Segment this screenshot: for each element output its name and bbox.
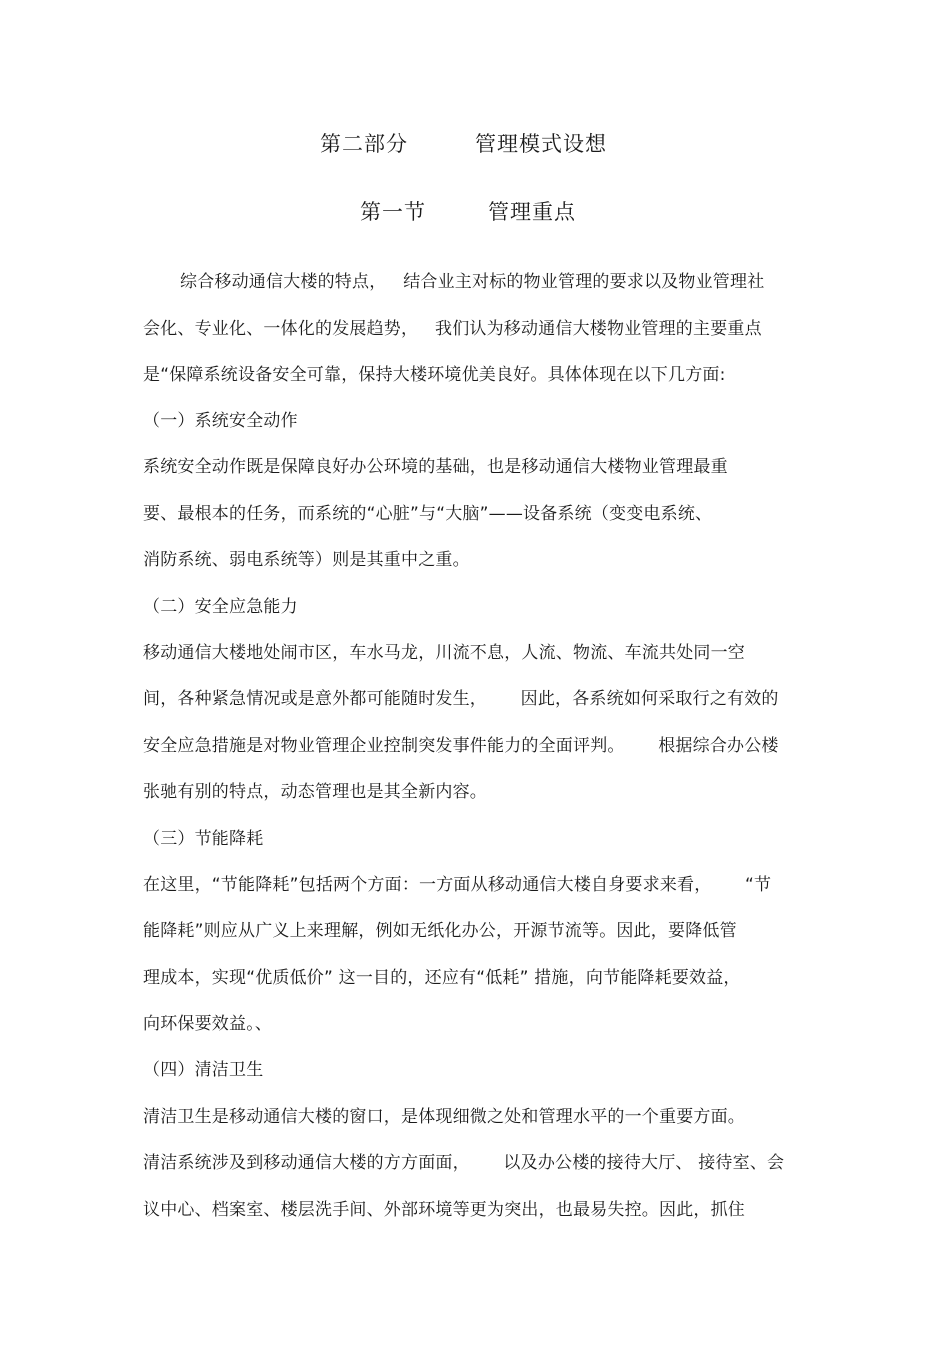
paragraph-line: 消防系统、弱电系统等）则是其重中之重。 xyxy=(143,550,470,570)
paragraph-line: 间，各种紧急情况或是意外都可能随时发生， 因此，各系统如何采取行之有效的 xyxy=(143,689,779,709)
subheading-4: （四）清洁卫生 xyxy=(143,1060,264,1080)
paragraph-line: 在这里，“节能降耗”包括两个方面：一方面从移动通信大楼自身要求来看， “节 xyxy=(143,875,772,895)
intro-line: 会化、专业化、一体化的发展趋势， 我们认为移动通信大楼物业管理的主要重点 xyxy=(143,319,762,339)
intro-line: 综合移动通信大楼的特点， 结合业主对标的物业管理的要求以及物业管理社 xyxy=(180,272,765,292)
paragraph-line: 要、最根本的任务，而系统的“心脏”与“大脑”——设备系统（变变电系统、 xyxy=(143,504,713,524)
paragraph-line: 议中心、档案室、楼层洗手间、外部环境等更为突出，也最易失控。因此，抓住 xyxy=(143,1200,745,1220)
paragraph-line: 理成本，实现“优质低价” 这一目的，还应有“低耗” 措施，向节能降耗要效益， xyxy=(143,968,741,988)
paragraph-line: 能降耗”则应从广义上来理解，例如无纸化办公，开源节流等。因此，要降低管 xyxy=(143,921,737,941)
paragraph-line: 清洁卫生是移动通信大楼的窗口，是体现细微之处和管理水平的一个重要方面。 xyxy=(143,1107,745,1127)
paragraph-line: 清洁系统涉及到移动通信大楼的方方面面， 以及办公楼的接待大厅、 接待室、会 xyxy=(143,1153,785,1173)
paragraph-line: 安全应急措施是对物业管理企业控制突发事件能力的全面评判。 根据综合办公楼 xyxy=(143,736,779,756)
part-label: 第二部分 xyxy=(320,132,408,156)
paragraph-line: 系统安全动作既是保障良好办公环境的基础，也是移动通信大楼物业管理最重 xyxy=(143,457,728,477)
paragraph-line: 向环保要效益。、 xyxy=(143,1014,273,1034)
section-label: 第一节 xyxy=(360,200,426,224)
intro-line: 是“保障系统设备安全可靠，保持大楼环境优美良好。具体体现在以下几方面: xyxy=(143,365,726,385)
paragraph-line: 移动通信大楼地处闹市区，车水马龙，川流不息，人流、物流、车流共处同一空 xyxy=(143,643,745,663)
subheading-3: （三）节能降耗 xyxy=(143,829,264,849)
paragraph-line: 张驰有别的特点，动态管理也是其全新内容。 xyxy=(143,782,487,802)
subheading-1: （一）系统安全动作 xyxy=(143,411,298,431)
section-title: 管理重点 xyxy=(488,200,576,224)
subheading-2: （二）安全应急能力 xyxy=(143,597,298,617)
part-title: 管理模式设想 xyxy=(475,132,607,156)
